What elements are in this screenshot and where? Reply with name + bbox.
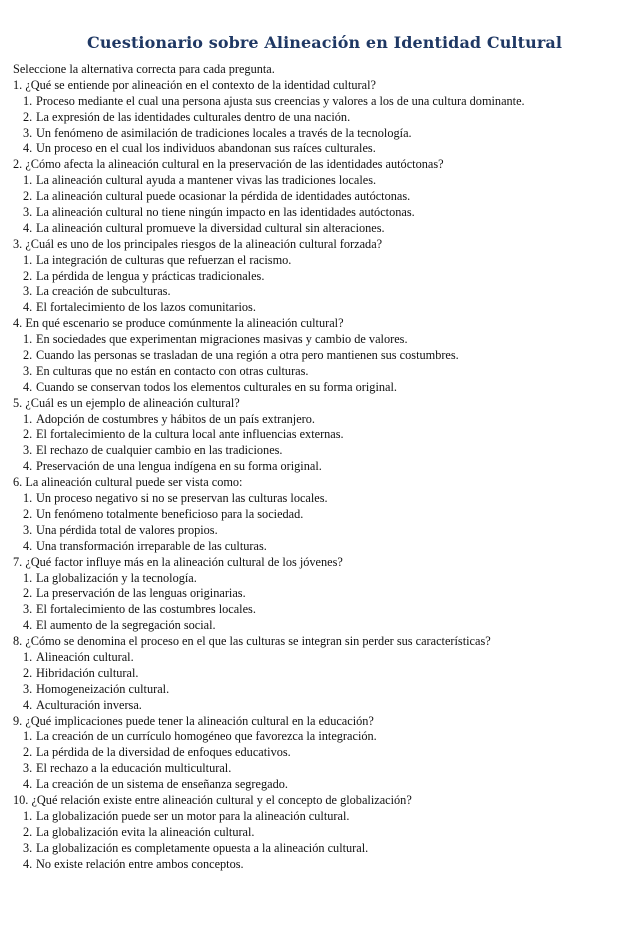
question-text: ¿Qué factor influye más en la alineación cultural de los jóvenes?: [25, 554, 343, 569]
option-text: La expresión de las identidades culturales dentro de una nación.: [36, 109, 351, 124]
option-text: Una transformación irreparable de las culturas.: [36, 538, 267, 553]
option-number: 1.: [23, 491, 33, 506]
option-text: Alineación cultural.: [36, 649, 134, 664]
question-7-option-4: [13, 618, 625, 634]
question-text: ¿Cómo se denomina el proceso en el que las culturas se integran sin perder sus características?: [25, 634, 491, 649]
option-text: En sociedades que experimentan migraciones masivas y cambio de valores.: [36, 332, 408, 347]
option-text: Un fenómeno totalmente beneficioso para la sociedad.: [36, 506, 304, 521]
option-number: 3.: [23, 125, 33, 140]
question-1-option-4: [13, 141, 625, 157]
question-6-option-1: [13, 491, 625, 507]
question-1: [13, 78, 625, 94]
question-text: ¿Qué implicaciones puede tener la alineación cultural en la educación?: [25, 713, 374, 728]
question-7-option-2: [13, 586, 625, 602]
option-text: En culturas que no están en contacto con otras culturas.: [36, 363, 309, 378]
question-4: [13, 316, 625, 332]
question-10-option-4: [13, 857, 625, 873]
option-number: 4.: [23, 697, 33, 712]
question-number: 3.: [13, 236, 23, 251]
option-text: El rechazo de cualquier cambio en las tradiciones.: [36, 443, 283, 458]
question-3-option-4: [13, 300, 625, 316]
option-number: 2.: [23, 506, 33, 521]
option-number: 1.: [23, 808, 33, 823]
question-text: ¿Qué relación existe entre alineación cultural y el concepto de globalización?: [31, 792, 412, 807]
option-number: 1.: [23, 252, 33, 267]
option-text: La creación de subculturas.: [36, 284, 171, 299]
question-3-option-1: [13, 253, 625, 269]
question-2-option-2: [13, 189, 625, 205]
option-text: Cuando las personas se trasladan de una región a otra pero mantienen sus costumbres.: [36, 348, 459, 363]
option-text: La pérdida de la diversidad de enfoques educativos.: [36, 745, 291, 760]
question-number: 7.: [13, 554, 23, 569]
question-6-option-3: [13, 523, 625, 539]
option-number: 3.: [23, 284, 33, 299]
question-text: ¿Qué se entiende por alineación en el contexto de la identidad cultural?: [25, 77, 376, 92]
option-text: La alineación cultural ayuda a mantener vivas las tradiciones locales.: [36, 173, 377, 188]
question-number: 4.: [13, 316, 23, 331]
option-text: Una pérdida total de valores propios.: [36, 522, 218, 537]
option-text: La globalización y la tecnología.: [36, 570, 197, 585]
question-1-option-2: [13, 110, 625, 126]
option-number: 2.: [23, 189, 33, 204]
option-number: 1.: [23, 649, 33, 664]
question-number: 2.: [13, 157, 23, 172]
option-number: 3.: [23, 840, 33, 855]
option-number: 2.: [23, 665, 33, 680]
option-text: Adopción de costumbres y hábitos de un país extranjero.: [36, 411, 316, 426]
question-3-option-3: [13, 284, 625, 300]
option-number: 3.: [23, 681, 33, 696]
question-4-option-4: [13, 380, 625, 396]
question-5-option-4: [13, 459, 625, 475]
document-title: [0, 33, 631, 52]
option-text: El rechazo a la educación multicultural.: [36, 761, 232, 776]
option-text: La globalización es completamente opuesta a la alineación cultural.: [36, 840, 369, 855]
question-10: [13, 793, 625, 809]
option-number: 4.: [23, 379, 33, 394]
option-text: Aculturación inversa.: [36, 697, 142, 712]
question-5-option-1: [13, 412, 625, 428]
option-number: 2.: [23, 586, 33, 601]
option-number: 2.: [23, 268, 33, 283]
option-text: Preservación de una lengua indígena en su forma original.: [36, 459, 322, 474]
question-9-option-2: [13, 745, 625, 761]
question-5: [13, 396, 625, 412]
question-number: 5.: [13, 395, 23, 410]
option-text: Homogeneización cultural.: [36, 681, 170, 696]
question-8: [13, 634, 625, 650]
question-5-option-2: [13, 427, 625, 443]
question-number: 9.: [13, 713, 23, 728]
option-text: Un fenómeno de asimilación de tradiciones locales a través de la tecnología.: [36, 125, 412, 140]
question-6-option-4: [13, 539, 625, 555]
option-text: La pérdida de lengua y prácticas tradicionales.: [36, 268, 265, 283]
option-number: 4.: [23, 300, 33, 315]
question-2-option-1: [13, 173, 625, 189]
option-number: 4.: [23, 618, 33, 633]
option-number: 2.: [23, 824, 33, 839]
option-text: La preservación de las lenguas originarias.: [36, 586, 246, 601]
option-number: 2.: [23, 348, 33, 363]
option-text: La alineación cultural promueve la diversidad cultural sin alteraciones.: [36, 220, 385, 235]
question-text: ¿Cuál es un ejemplo de alineación cultural?: [25, 395, 240, 410]
question-8-option-2: [13, 666, 625, 682]
option-number: 1.: [23, 570, 33, 585]
question-number: 10.: [13, 792, 29, 807]
question-9: [13, 714, 625, 730]
option-text: La creación de un currículo homogéneo que favorezca la integración.: [36, 729, 377, 744]
option-number: 1.: [23, 411, 33, 426]
option-text: La globalización evita la alineación cultural.: [36, 824, 255, 839]
question-1-option-1: [13, 94, 625, 110]
question-number: 1.: [13, 77, 23, 92]
option-number: 1.: [23, 93, 33, 108]
question-number: 8.: [13, 634, 23, 649]
option-number: 4.: [23, 777, 33, 792]
option-text: Un proceso en el cual los individuos abandonan sus raíces culturales.: [36, 141, 376, 156]
option-number: 3.: [23, 443, 33, 458]
question-text: La alineación cultural puede ser vista como:: [25, 475, 243, 490]
question-4-option-2: [13, 348, 625, 364]
document-title-text: Cuestionario sobre Alineación en Identidad Cultural: [86, 33, 563, 52]
option-text: La creación de un sistema de enseñanza segregado.: [36, 777, 288, 792]
question-4-option-3: [13, 364, 625, 380]
question-7-option-1: [13, 571, 625, 587]
option-number: 2.: [23, 427, 33, 442]
question-9-option-1: [13, 729, 625, 745]
option-text: Proceso mediante el cual una persona ajusta sus creencias y valores a los de una cultura dominante.: [36, 93, 525, 108]
option-text: La integración de culturas que refuerzan el racismo.: [36, 252, 292, 267]
question-6: [13, 475, 625, 491]
question-7: [13, 555, 625, 571]
question-9-option-4: [13, 777, 625, 793]
option-number: 4.: [23, 220, 33, 235]
question-8-option-3: [13, 682, 625, 698]
option-number: 4.: [23, 538, 33, 553]
option-text: Cuando se conservan todos los elementos culturales en su forma original.: [36, 379, 397, 394]
option-text: El fortalecimiento de las costumbres locales.: [36, 602, 256, 617]
question-3: [13, 237, 625, 253]
question-10-option-1: [13, 809, 625, 825]
option-text: Hibridación cultural.: [36, 665, 139, 680]
question-2: [13, 157, 625, 173]
question-1-option-3: [13, 126, 625, 142]
option-number: 1.: [23, 332, 33, 347]
option-text: La alineación cultural no tiene ningún impacto en las identidades autóctonas.: [36, 205, 415, 220]
question-10-option-2: [13, 825, 625, 841]
option-number: 3.: [23, 602, 33, 617]
option-number: 2.: [23, 745, 33, 760]
question-text: ¿Cuál es uno de los principales riesgos de la alineación cultural forzada?: [25, 236, 383, 251]
question-text: ¿Cómo afecta la alineación cultural en la preservación de las identidades autóctonas?: [25, 157, 444, 172]
option-number: 2.: [23, 109, 33, 124]
question-8-option-1: [13, 650, 625, 666]
option-number: 3.: [23, 522, 33, 537]
question-text: En qué escenario se produce comúnmente la alineación cultural?: [25, 316, 344, 331]
option-number: 3.: [23, 205, 33, 220]
option-number: 4.: [23, 141, 33, 156]
option-number: 4.: [23, 459, 33, 474]
question-7-option-3: [13, 602, 625, 618]
option-text: El aumento de la segregación social.: [36, 618, 216, 633]
option-number: 1.: [23, 729, 33, 744]
option-number: 3.: [23, 761, 33, 776]
option-number: 3.: [23, 363, 33, 378]
question-5-option-3: [13, 443, 625, 459]
question-8-option-4: [13, 698, 625, 714]
instructions: Seleccione la alternativa correcta para cada pregunta.: [13, 62, 275, 76]
option-text: Un proceso negativo si no se preservan las culturas locales.: [36, 491, 328, 506]
question-6-option-2: [13, 507, 625, 523]
option-text: No existe relación entre ambos conceptos.: [36, 856, 244, 871]
option-number: 4.: [23, 856, 33, 871]
question-2-option-4: [13, 221, 625, 237]
option-text: La alineación cultural puede ocasionar la pérdida de identidades autóctonas.: [36, 189, 411, 204]
option-text: El fortalecimiento de la cultura local ante influencias externas.: [36, 427, 344, 442]
question-3-option-2: [13, 269, 625, 285]
question-number: 6.: [13, 475, 23, 490]
option-text: La globalización puede ser un motor para la alineación cultural.: [36, 808, 350, 823]
option-number: 1.: [23, 173, 33, 188]
question-9-option-3: [13, 761, 625, 777]
question-10-option-3: [13, 841, 625, 857]
question-4-option-1: [13, 332, 625, 348]
question-2-option-3: [13, 205, 625, 221]
quiz-content: [13, 62, 625, 872]
option-text: El fortalecimiento de los lazos comunitarios.: [36, 300, 256, 315]
